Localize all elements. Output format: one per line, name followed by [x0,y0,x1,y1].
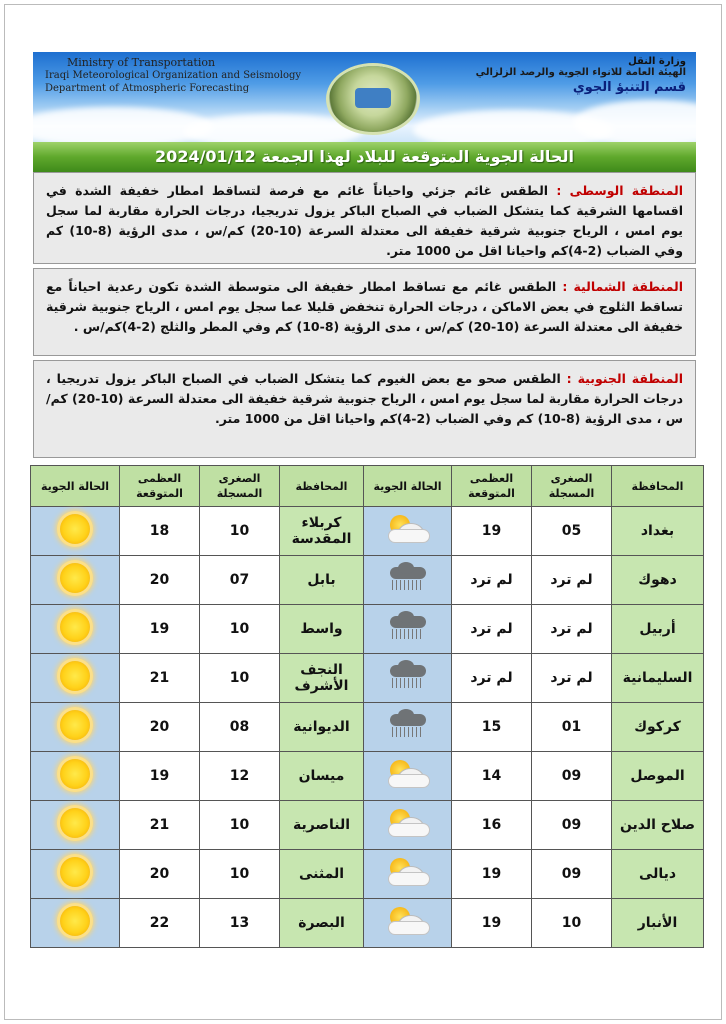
region-name: المنطقة الجنوبية : [566,371,683,386]
table-row [31,703,704,752]
governorate-cell: الناصرية [280,801,364,850]
weather-cell [31,654,120,703]
rain-cloud-icon [386,614,430,640]
governorate-cell: ديالى [612,850,704,899]
max-temp-cell: 20 [120,556,200,605]
dept-ar: قسم التنبؤ الجوي [572,80,686,95]
col-max: العظمى المتوقعة [120,466,200,507]
min-temp-cell: 08 [200,703,280,752]
max-temp-cell: لم ترد [452,556,532,605]
partly-cloudy-icon [386,858,430,886]
governorate-cell: ميسان [280,752,364,801]
region-south [33,360,696,458]
table-row [31,507,704,556]
region-name: المنطقة الوسطى : [556,183,683,198]
col-weather: الحالة الجوية [364,466,452,507]
max-temp-cell: 20 [120,850,200,899]
region-name: المنطقة الشمالية : [562,279,683,294]
forecast-table [30,465,704,948]
max-temp-cell: 16 [452,801,532,850]
meteorology-logo-icon [329,66,417,132]
region-text: الطقس صحو مع بعض الغيوم كما يتشكل الضباب في الصباح الباكر يزول تدريجيا ، درجات الحرارة مقاربة لما سجل يوم امس ، الرياح جنوبية شرقية خفيفة الى معتدلة السرعة (10-20) كم/س ، مدى الرؤية (8-10) كم وفي الضباب (2-4)كم واحيانا اقل من 1000 متر. [46,371,684,426]
col-max: العظمى المتوقعة [452,466,532,507]
governorate-cell: البصرة [280,899,364,948]
english-org-block [45,56,301,95]
col-governorate: المحافظة [612,466,704,507]
ministry-en: Ministry of Transportation [67,56,216,69]
min-temp-cell: 01 [532,703,612,752]
region-text: الطقس غائم مع تساقط امطار خفيفة الى متوسطة الشدة تكون رعدية احياناً مع تساقط الثلوج في بعض الاماكن ، درجات الحرارة تنخفض قليلا عما سجل يوم امس ، الرياح جنوبية شرقية خفيفة الى معتدلة السرعة (10-20) كم/س ، مدى الرؤية (8-10) كم وفي المطر والثلج (2-4)كم/س . [46,279,683,334]
weather-cell [364,605,452,654]
partly-cloudy-icon [386,907,430,935]
max-temp-cell: 21 [120,654,200,703]
min-temp-cell: 10 [200,801,280,850]
forecast-table-body [31,507,704,948]
governorate-cell: أربيل [612,605,704,654]
weather-cell [364,899,452,948]
governorate-cell: بغداد [612,507,704,556]
partly-cloudy-icon [386,515,430,543]
table-row [31,752,704,801]
weather-cell [364,507,452,556]
max-temp-cell: 22 [120,899,200,948]
table-row [31,850,704,899]
max-temp-cell: 21 [120,801,200,850]
min-temp-cell: 10 [200,507,280,556]
partly-cloudy-icon [386,760,430,788]
sun-icon [60,857,90,887]
min-temp-cell: 13 [200,899,280,948]
sun-icon [60,759,90,789]
col-min: الصغرى المسجلة [200,466,280,507]
governorate-cell: كربلاء المقدسة [280,507,364,556]
weather-cell [31,801,120,850]
weather-cell [31,556,120,605]
governorate-cell: المثنى [280,850,364,899]
weather-cell [364,703,452,752]
sun-icon [60,710,90,740]
min-temp-cell: 07 [200,556,280,605]
min-temp-cell: لم ترد [532,654,612,703]
table-row [31,654,704,703]
max-temp-cell: 19 [120,605,200,654]
max-temp-cell: 15 [452,703,532,752]
min-temp-cell: لم ترد [532,556,612,605]
table-row [31,899,704,948]
weather-cell [364,752,452,801]
rain-cloud-icon [386,712,430,738]
page-title: الحالة الجوية المتوقعة للبلاد لهذا الجمعة 2024/01/12 [33,142,696,172]
sun-icon [60,514,90,544]
weather-cell [31,899,120,948]
governorate-cell: الموصل [612,752,704,801]
min-temp-cell: 10 [200,605,280,654]
governorate-cell: كركوك [612,703,704,752]
sun-icon [60,661,90,691]
weather-cell [364,654,452,703]
org-en: Iraqi Meteorological Organization and Seismology [45,70,302,81]
governorate-cell: دهوك [612,556,704,605]
max-temp-cell: لم ترد [452,654,532,703]
min-temp-cell: 09 [532,801,612,850]
rain-cloud-icon [386,663,430,689]
max-temp-cell: 14 [452,752,532,801]
max-temp-cell: 18 [120,507,200,556]
header-banner [33,52,696,142]
col-weather: الحالة الجوية [31,466,120,507]
weather-cell [31,752,120,801]
max-temp-cell: 19 [452,850,532,899]
weather-cell [31,507,120,556]
org-ar: الهيئة العامة للانواء الجوية والرصد الزلزالي [475,67,686,78]
col-governorate: المحافظة [280,466,364,507]
max-temp-cell: 19 [452,899,532,948]
governorate-cell: واسط [280,605,364,654]
dept-en: Department of Atmospheric Forecasting [45,83,250,94]
governorate-cell: بابل [280,556,364,605]
governorate-cell: صلاح الدين [612,801,704,850]
min-temp-cell: 05 [532,507,612,556]
region-text: الطقس غائم جزئي واحياناً غائم مع فرصة لتساقط امطار خفيفة الشدة في اقسامها الشرقية كما يتشكل الضباب في الصباح الباكر يزول تدريجيا، درجات الحرارة مقاربة لما سجل يوم امس ، الرياح جنوبية شرقية خفيفة الى معتدلة السرعة (10-20) كم/س ، مدى الرؤية (8-10) كم وفي الضباب (2-4)كم واحيانا اقل من 1000 متر. [46,183,683,258]
max-temp-cell: لم ترد [452,605,532,654]
governorate-cell: السليمانية [612,654,704,703]
max-temp-cell: 19 [120,752,200,801]
governorate-cell: الأنبار [612,899,704,948]
weather-cell [364,801,452,850]
region-central [33,172,696,264]
ministry-ar: وزارة النقل [628,56,686,67]
min-temp-cell: لم ترد [532,605,612,654]
sun-icon [60,906,90,936]
min-temp-cell: 10 [200,654,280,703]
weather-cell [364,850,452,899]
max-temp-cell: 19 [452,507,532,556]
col-min: الصغرى المسجلة [532,466,612,507]
sun-icon [60,563,90,593]
min-temp-cell: 10 [532,899,612,948]
min-temp-cell: 12 [200,752,280,801]
weather-cell [31,605,120,654]
min-temp-cell: 09 [532,850,612,899]
governorate-cell: النجف الأشرف [280,654,364,703]
max-temp-cell: 20 [120,703,200,752]
partly-cloudy-icon [386,809,430,837]
region-north [33,268,696,356]
table-row [31,605,704,654]
rain-cloud-icon [386,565,430,591]
table-row [31,556,704,605]
min-temp-cell: 09 [532,752,612,801]
weather-cell [31,703,120,752]
sun-icon [60,808,90,838]
governorate-cell: الديوانية [280,703,364,752]
sun-icon [60,612,90,642]
arabic-org-block [476,56,686,95]
table-row [31,801,704,850]
weather-cell [31,850,120,899]
min-temp-cell: 10 [200,850,280,899]
weather-cell [364,556,452,605]
